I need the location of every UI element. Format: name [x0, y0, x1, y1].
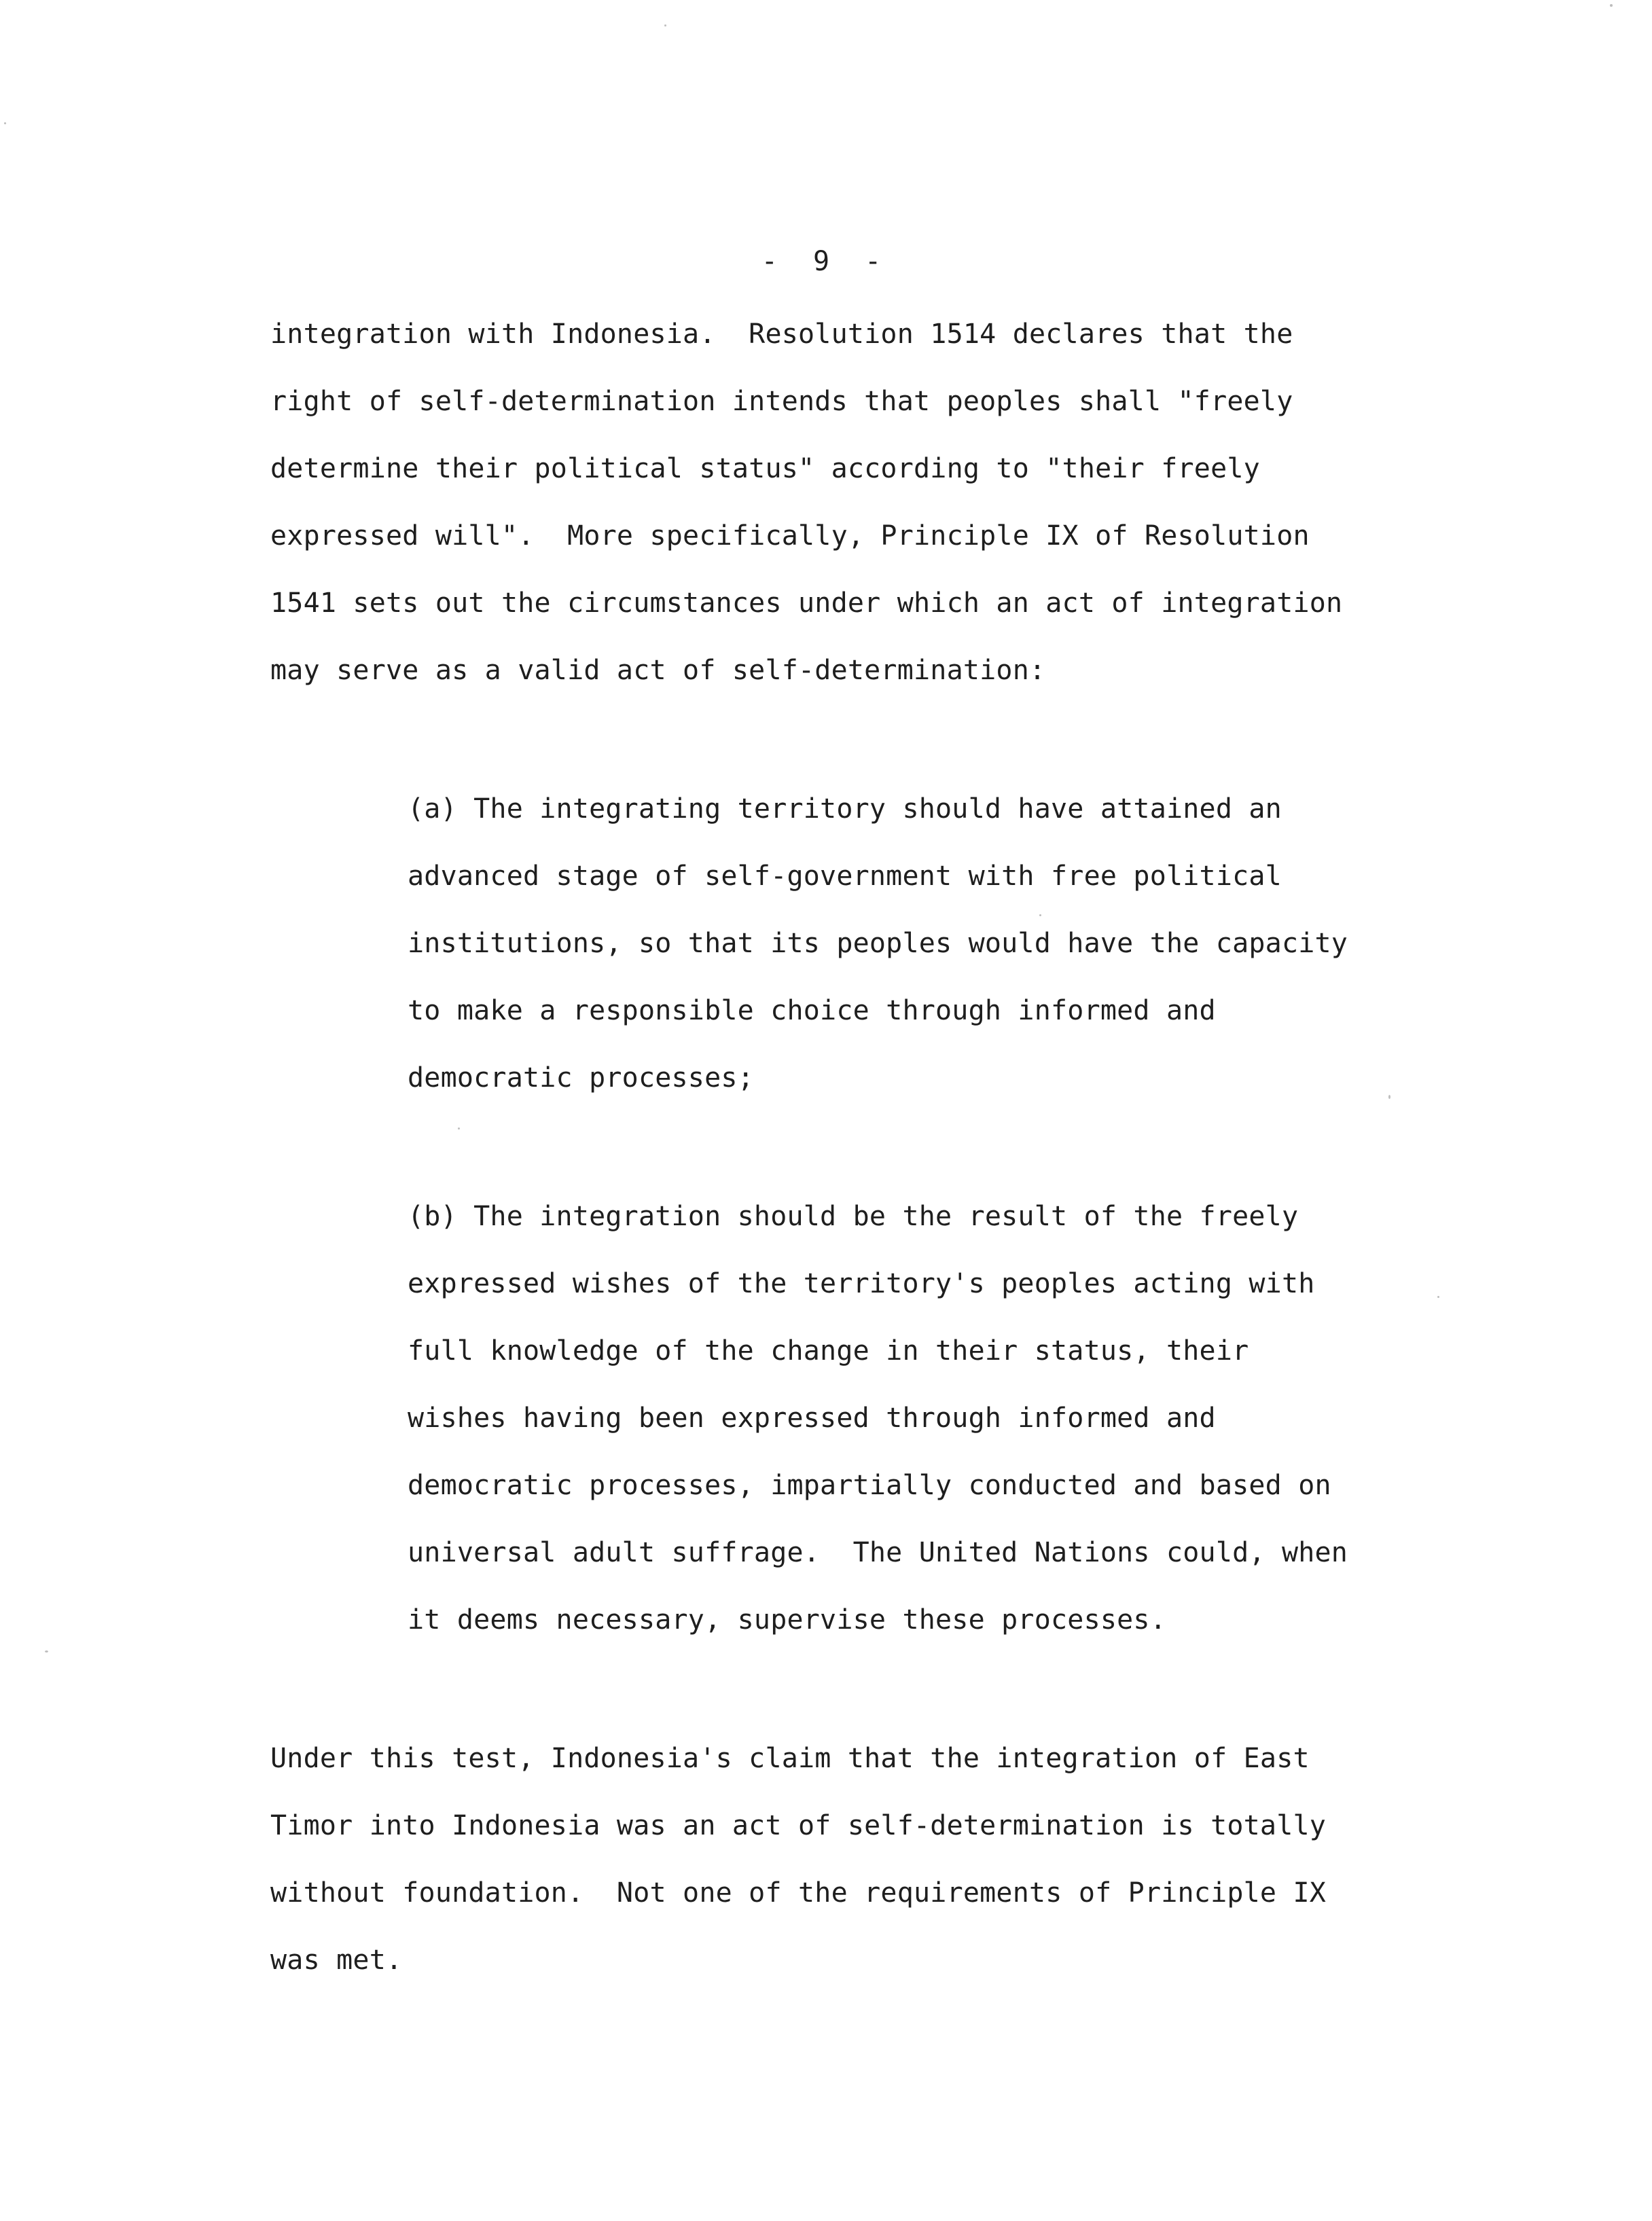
text-line: universal adult suffrage. The United Nations could, when: [408, 1537, 1348, 1568]
text-line: it deems necessary, supervise these processes.: [408, 1604, 1166, 1636]
text-line: was met.: [270, 1945, 403, 1976]
text-line: advanced stage of self-government with free political: [408, 861, 1282, 892]
page-number: - 9 -: [761, 246, 891, 277]
scan-speck: [1388, 1095, 1390, 1099]
text-line: 1541 sets out the circumstances under which an act of integration: [270, 588, 1343, 619]
text-line: right of self-determination intends that peoples shall "freely: [270, 386, 1293, 417]
text-line: Under this test, Indonesia's claim that the integration of East: [270, 1743, 1310, 1774]
scan-speck: [4, 122, 6, 124]
scan-speck: [458, 1127, 460, 1130]
text-line: (b) The integration should be the result of the freely: [408, 1201, 1299, 1232]
scan-speck: [1610, 4, 1613, 7]
text-line: full knowledge of the change in their status, their: [408, 1335, 1249, 1367]
text-line: expressed will". More specifically, Principle IX of Resolution: [270, 520, 1310, 552]
text-line: democratic processes, impartially conducted and based on: [408, 1470, 1331, 1501]
text-line: expressed wishes of the territory's peoples acting with: [408, 1268, 1315, 1299]
text-line: Timor into Indonesia was an act of self-determination is totally: [270, 1810, 1327, 1841]
scan-speck: [1039, 914, 1041, 916]
scan-speck: [1437, 1296, 1439, 1298]
text-line: wishes having been expressed through informed and: [408, 1403, 1216, 1434]
text-line: institutions, so that its peoples would have the capacity: [408, 928, 1348, 959]
text-line: democratic processes;: [408, 1062, 754, 1094]
text-line: without foundation. Not one of the requirements of Principle IX: [270, 1877, 1327, 1909]
scan-speck: [45, 1650, 48, 1653]
text-line: (a) The integrating territory should have attained an: [408, 793, 1282, 825]
text-line: determine their political status" according to "their freely: [270, 453, 1260, 484]
text-line: to make a responsible choice through informed and: [408, 995, 1216, 1026]
text-line: integration with Indonesia. Resolution 1514 declares that the: [270, 319, 1293, 350]
text-line: may serve as a valid act of self-determination:: [270, 655, 1046, 686]
scan-speck: [664, 24, 666, 26]
